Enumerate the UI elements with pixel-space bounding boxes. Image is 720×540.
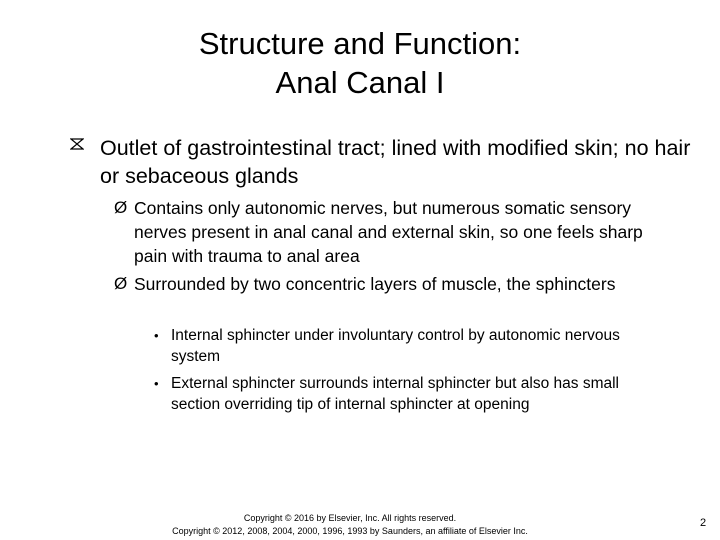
main-bullet bbox=[100, 134, 700, 190]
sub-sub-bullet bbox=[154, 373, 671, 415]
sub-bullet bbox=[114, 196, 674, 268]
arrow-bullet-icon: Ø bbox=[114, 274, 128, 293]
sub-bullet bbox=[114, 272, 674, 296]
sub-bullet-text: Contains only autonomic nerves, but numerous somatic sensory nerves present in anal canal and external skin, so one feels sharp pain with trauma to anal area bbox=[134, 198, 643, 266]
copyright-line-2: Copyright © 2012, 2008, 2004, 2000, 1996, 1993 by Saunders, an affiliate of Elsevier Inc. bbox=[172, 526, 528, 536]
sub-bullet-text: Surrounded by two concentric layers of muscle, the sphincters bbox=[134, 274, 616, 294]
hourglass-bullet-icon bbox=[70, 138, 84, 150]
dot-bullet-icon: • bbox=[154, 328, 159, 343]
slide-title-line-1: Structure and Function: bbox=[198, 26, 522, 61]
arrow-bullet-icon: Ø bbox=[114, 198, 128, 217]
slide-title bbox=[60, 24, 660, 102]
dot-bullet-icon: • bbox=[154, 376, 159, 391]
main-bullet-text: Outlet of gastrointestinal tract; lined with modified skin; no hair or sebaceous glands bbox=[100, 136, 691, 188]
copyright-line-1: Copyright © 2016 by Elsevier, Inc. All rights reserved. bbox=[243, 513, 457, 523]
sub-sub-bullet-text: External sphincter surrounds internal sphincter but also has small section overriding tip of internal sphincter at opening bbox=[171, 375, 620, 413]
copyright-footer bbox=[140, 512, 560, 538]
page-number: 2 bbox=[700, 517, 707, 529]
slide-title-line-2: Anal Canal I bbox=[275, 65, 445, 100]
sub-sub-bullet bbox=[154, 325, 671, 367]
sub-sub-bullet-text: Internal sphincter under involuntary control by autonomic nervous system bbox=[171, 327, 620, 365]
